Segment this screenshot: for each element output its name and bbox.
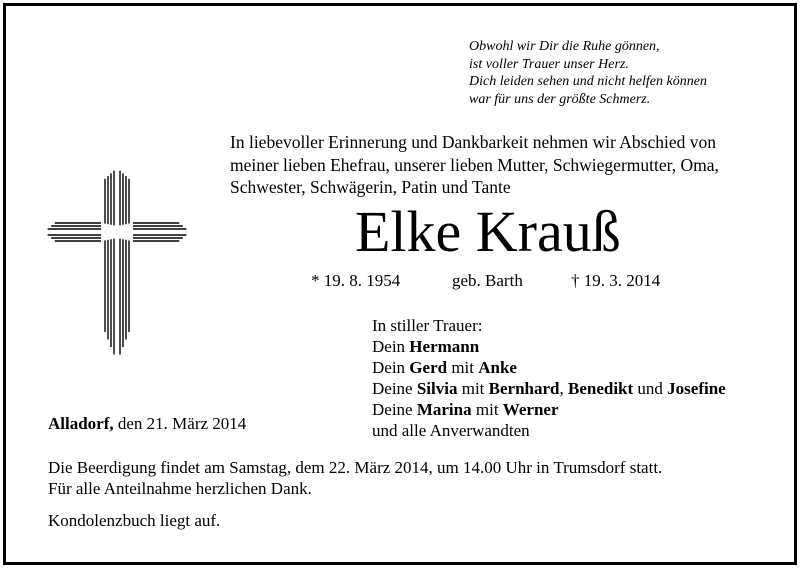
mourners-heading: In stiller Trauer: xyxy=(372,316,483,335)
funeral-info xyxy=(48,457,662,499)
maiden-name: geb. Barth xyxy=(452,271,523,290)
birth-date: * 19. 8. 1954 xyxy=(311,271,401,290)
intro-line: Schwester, Schwägerin, Patin und Tante xyxy=(230,177,511,197)
place-date xyxy=(48,413,246,434)
deceased-name: Elke Krauß xyxy=(355,199,621,264)
funeral-line: Für alle Anteilnahme herzlichen Dank. xyxy=(48,479,312,498)
mourner-line: Dein Gerd mit Anke xyxy=(372,358,517,377)
poem-line: war für uns der größte Schmerz. xyxy=(469,91,651,107)
funeral-line: Die Beerdigung findet am Samstag, dem 22. März 2014, um 14.00 Uhr in Trumsdorf statt. xyxy=(48,458,663,477)
poem-line: ist voller Trauer unser Herz. xyxy=(469,56,629,72)
intro-text xyxy=(230,131,719,199)
mourner-line: Dein Hermann xyxy=(372,337,480,356)
intro-line: meiner lieben Ehefrau, unserer lieben Mutter, Schwiegermutter, Oma, xyxy=(230,154,719,175)
condolence-note: Kondolenzbuch liegt auf. xyxy=(48,511,221,530)
intro-line: In liebevoller Erinnerung und Dankbarkeit nehmen wir Abschied von xyxy=(230,132,716,152)
mourner-line: und alle Anverwandten xyxy=(372,421,530,440)
mourner-line: Deine Marina mit Werner xyxy=(372,400,559,419)
poem-line: Dich leiden sehen und nicht helfen können xyxy=(469,74,707,89)
poem xyxy=(469,38,707,108)
mourner-line: Deine Silvia mit Bernhard, Benedikt und Josefine xyxy=(372,379,726,398)
place-town: Alladorf, xyxy=(48,414,114,433)
cross-icon xyxy=(42,166,192,366)
mourners-list xyxy=(372,315,726,441)
death-date: † 19. 3. 2014 xyxy=(571,271,661,290)
place-date-text: den 21. März 2014 xyxy=(117,414,247,433)
poem-line: Obwohl wir Dir die Ruhe gönnen, xyxy=(469,39,660,54)
